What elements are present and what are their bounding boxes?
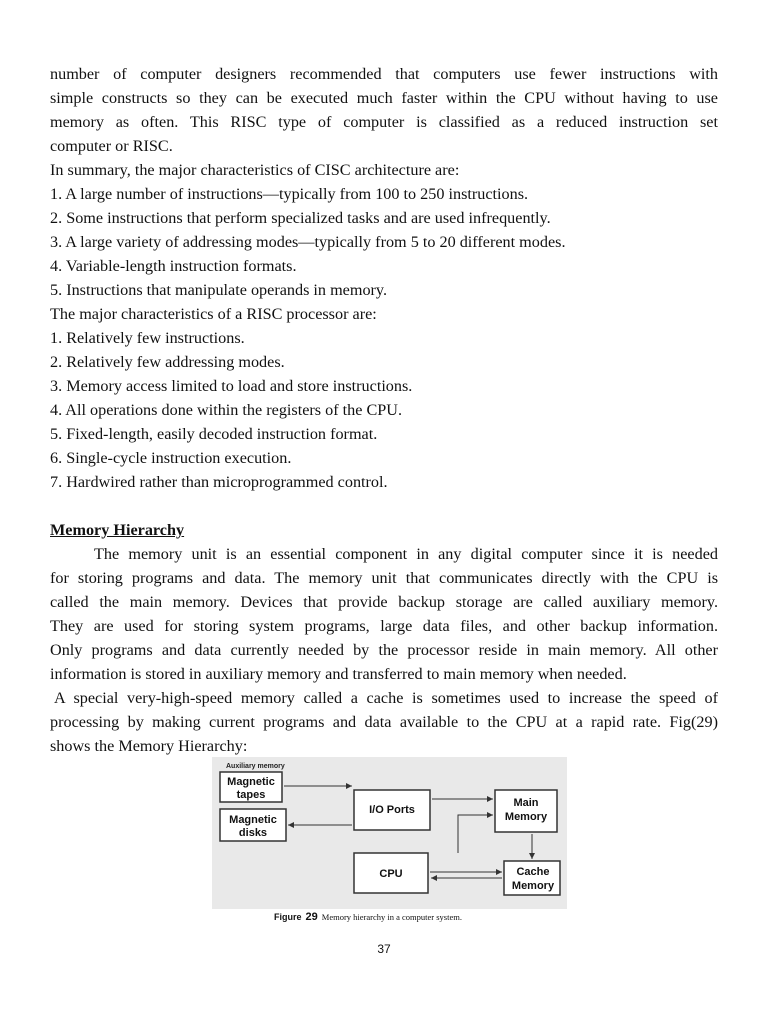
main-memory-label-2: Memory: [504, 811, 548, 823]
magnetic-disks-label-2: disks: [238, 827, 268, 839]
section-title: Memory Hierarchy: [50, 521, 185, 539]
paragraph-line: They are used for storing system programs, large data files, and other backup information.: [50, 617, 718, 635]
page-body: [50, 62, 718, 758]
memory-hierarchy-diagram: [212, 757, 567, 909]
paragraph-line: number of computer designers recommended that computers use fewer instructions with: [50, 65, 718, 83]
paragraph-line: The memory unit is an essential component in any digital computer since it is needed: [94, 545, 718, 563]
magnetic-tapes-label-1: Magnetic: [227, 776, 275, 788]
auxiliary-memory-label: Auxiliary memory: [226, 763, 285, 770]
caption-text: Memory hierarchy in a computer system.: [321, 912, 462, 922]
magnetic-tapes-label-2: tapes: [236, 789, 266, 801]
paragraph-line: for storing programs and data. The memory unit that communicates directly with the CPU is: [50, 569, 718, 587]
cisc-heading: In summary, the major characteristics of CISC architecture are:: [50, 161, 460, 179]
memory-paragraph: [50, 542, 718, 686]
list-item: 6. Single-cycle instruction execution.: [50, 449, 292, 467]
paragraph-line: shows the Memory Hierarchy:: [50, 737, 248, 755]
cache-paragraph: [50, 686, 718, 758]
cache-memory-label-1: Cache: [516, 866, 550, 878]
list-item: 3. Memory access limited to load and store instructions.: [50, 377, 413, 395]
cache-memory-label-2: Memory: [511, 880, 555, 892]
list-item: 2. Relatively few addressing modes.: [50, 353, 285, 371]
paragraph-line: called the main memory. Devices that provide backup storage are called auxiliary memory.: [50, 593, 718, 611]
blank-line: [50, 494, 718, 518]
list-item: 5. Fixed-length, easily decoded instruction format.: [50, 425, 378, 443]
intro-paragraph: [50, 62, 718, 158]
list-item: 3. A large variety of addressing modes—typically from 5 to 20 different modes.: [50, 233, 566, 251]
list-item: 4. Variable-length instruction formats.: [50, 257, 297, 275]
risc-list: [50, 326, 718, 494]
paragraph-line: processing by making current programs and data available to the CPU at a rapid rate. Fig(29): [50, 713, 718, 731]
list-item: 4. All operations done within the registers of the CPU.: [50, 401, 403, 419]
figure-caption: [274, 911, 574, 923]
cisc-list: [50, 182, 718, 302]
paragraph-line: Only programs and data currently needed by the processor reside in main memory. All other: [50, 641, 718, 659]
risc-heading: The major characteristics of a RISC processor are:: [50, 305, 377, 323]
page-number: 37: [377, 942, 391, 956]
list-item: 1. A large number of instructions—typically from 100 to 250 instructions.: [50, 185, 529, 203]
paragraph-line: simple constructs so they can be executed much faster within the CPU without having to use: [50, 89, 718, 107]
list-item: 2. Some instructions that perform specialized tasks and are used infrequently.: [50, 209, 551, 227]
paragraph-line: information is stored in auxiliary memory and transferred to main memory when needed.: [50, 665, 627, 683]
main-memory-label-1: Main: [513, 797, 539, 809]
magnetic-disks-label-1: Magnetic: [229, 814, 277, 826]
list-item: 1. Relatively few instructions.: [50, 329, 245, 347]
io-ports-label: I/O Ports: [369, 804, 415, 816]
list-item: 5. Instructions that manipulate operands in memory.: [50, 281, 388, 299]
paragraph-line: A special very-high-speed memory called a cache is sometimes used to increase the speed of: [54, 689, 718, 707]
paragraph-line: computer or RISC.: [50, 137, 173, 155]
memory-hierarchy-figure: [212, 757, 567, 932]
caption-number: 29: [305, 911, 318, 923]
caption-label: Figure: [274, 912, 302, 922]
paragraph-line: memory as often. This RISC type of computer is classified as a reduced instruction set: [50, 113, 718, 131]
cpu-label: CPU: [379, 868, 403, 880]
list-item: 7. Hardwired rather than microprogrammed control.: [50, 473, 388, 491]
